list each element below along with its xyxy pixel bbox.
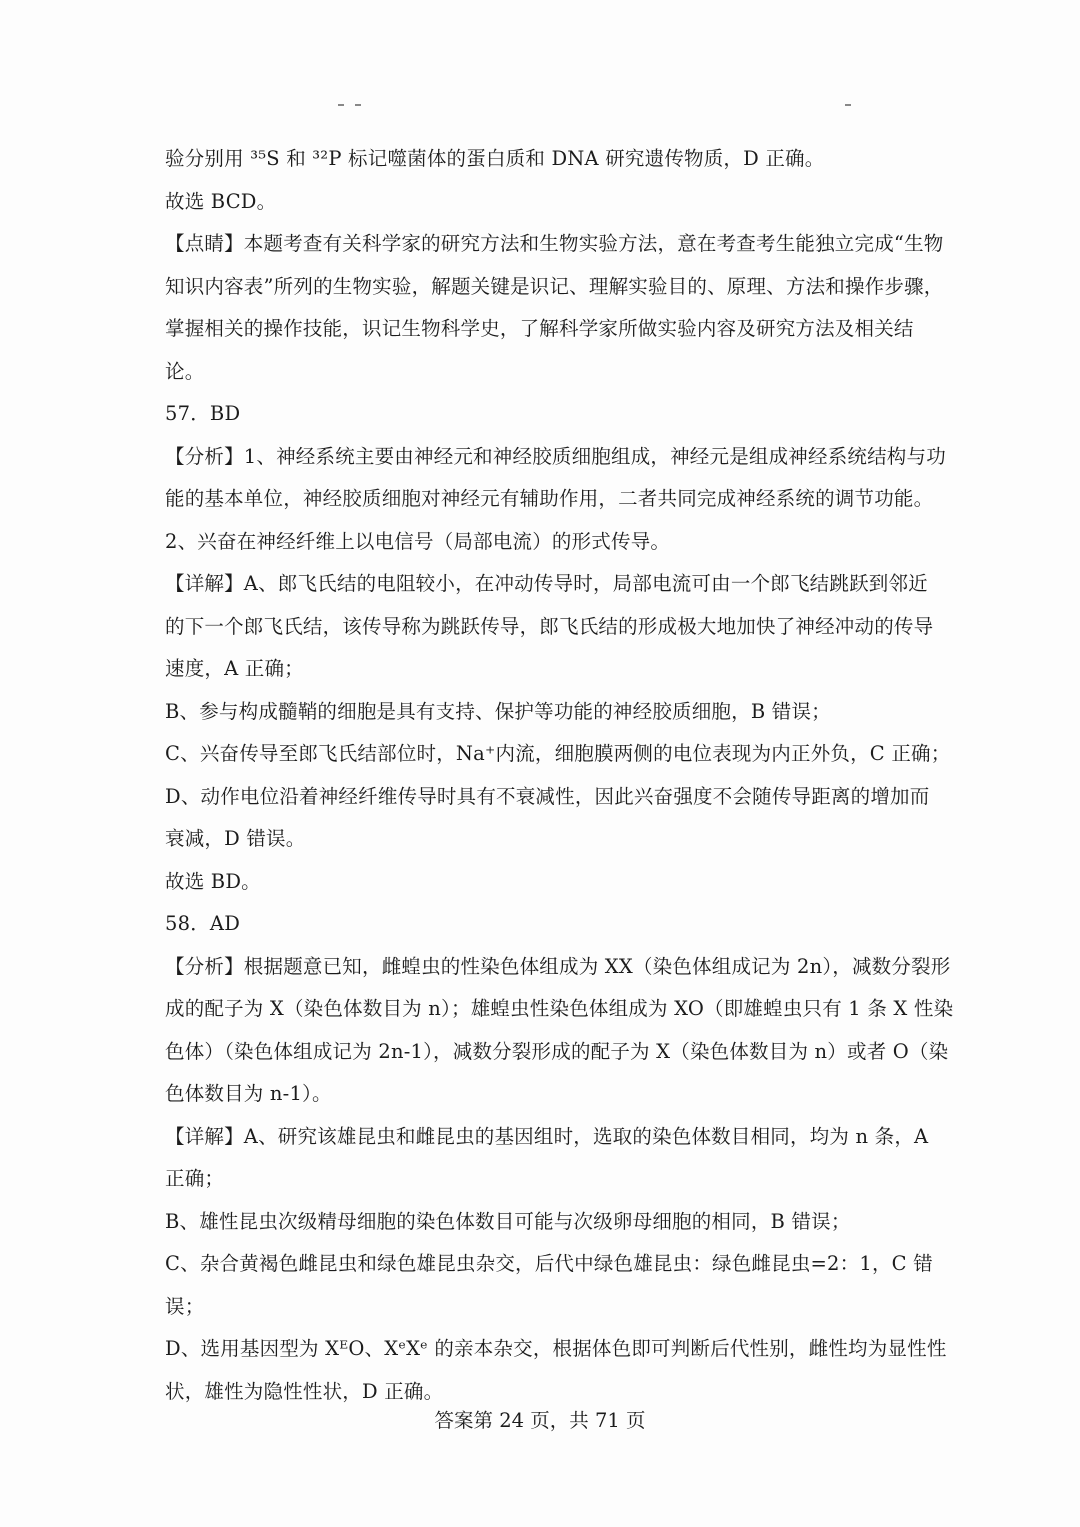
text-line: 知识内容表”所列的生物实验，解题关键是识记、理解实验目的、原理、方法和操作步骤， xyxy=(165,274,944,298)
text-line: 【点睛】本题考查有关科学家的研究方法和生物实验方法，意在考查考生能独立完成“生物 xyxy=(165,232,944,255)
text-line: 色体）（染色体组成记为 2n-1），减数分裂形成的配子为 X（染色体数目为 n）或者 O（染 xyxy=(165,1039,949,1063)
text-line: 【分析】1、神经系统主要由神经元和神经胶质细胞组成，神经元是组成神经系统结构与功 xyxy=(165,444,946,468)
text-line: C、杂合黄褐色雌昆虫和绿色雄昆虫杂交，后代中绿色雄昆虫：绿色雌昆虫=2：1，C 错 xyxy=(165,1252,933,1275)
text-line: D、选用基因型为 XᴱO、XᵉXᵉ 的亲本杂交，根据体色即可判断后代性别，雌性均为显性性 xyxy=(165,1337,947,1360)
text-line: 掌握相关的操作技能，识记生物科学史，了解科学家所做实验内容及研究方法及相关结 xyxy=(165,317,914,340)
scan-artifact xyxy=(355,104,361,106)
text-line: B、参与构成髓鞘的细胞是具有支持、保护等功能的神经胶质细胞，B 错误； xyxy=(165,699,831,723)
text-line: 【分析】根据题意已知，雌蝗虫的性染色体组成为 XX（染色体组成记为 2n），减数分裂形 xyxy=(165,954,951,978)
text-line: 【详解】A、研究该雄昆虫和雌昆虫的基因组时，选取的染色体数目相同，均为 n 条，A xyxy=(165,1124,929,1148)
question-number: 58．AD xyxy=(165,912,241,935)
text-line: 的下一个郎飞氏结，该传导称为跳跃传导，郎飞氏结的形成极大地加快了神经冲动的传导 xyxy=(165,614,934,638)
text-line: 衰减，D 错误。 xyxy=(165,827,306,850)
text-line: 状，雄性为隐性性状，D 正确。 xyxy=(165,1379,444,1403)
text-line: D、动作电位沿着神经纤维传导时具有不衰减性，因此兴奋强度不会随传导距离的增加而 xyxy=(165,784,930,808)
text-line: B、雄性昆虫次级精母细胞的染色体数目可能与次级卵母细胞的相同，B 错误； xyxy=(165,1209,851,1233)
document-body xyxy=(165,138,954,1413)
text-line: 误； xyxy=(165,1294,205,1318)
question-number: 57．BD xyxy=(165,402,241,425)
text-line: 正确； xyxy=(165,1167,225,1190)
text-line: 论。 xyxy=(165,359,205,383)
text-line: 故选 BCD。 xyxy=(165,189,277,213)
text-line: 色体数目为 n-1）。 xyxy=(165,1082,332,1105)
scan-artifact xyxy=(338,104,344,106)
scan-artifact xyxy=(845,104,851,106)
text-line: 故选 BD。 xyxy=(165,869,261,893)
text-line: 成的配子为 X（染色体数目为 n）；雄蝗虫性染色体组成为 XO（即雄蝗虫只有 1 条 X 性染 xyxy=(165,997,954,1020)
text-line: 速度，A 正确； xyxy=(165,657,304,680)
text-line: 验分别用 ³⁵S 和 ³²P 标记噬菌体的蛋白质和 DNA 研究遗传物质，D 正确。 xyxy=(165,147,825,170)
text-line: 【详解】A、郎飞氏结的电阻较小，在冲动传导时，局部电流可由一个郎飞结跳跃到邻近 xyxy=(165,572,928,595)
page-footer: 答案第 24 页，共 71 页 xyxy=(434,1409,646,1432)
text-line: 2、兴奋在神经纤维上以电信号（局部电流）的形式传导。 xyxy=(165,529,671,553)
text-line: 能的基本单位，神经胶质细胞对神经元有辅助作用，二者共同完成神经系统的调节功能。 xyxy=(165,487,934,510)
text-line: C、兴奋传导至郎飞氏结部位时，Na⁺内流，细胞膜两侧的电位表现为内正外负，C 正确； xyxy=(165,742,951,765)
